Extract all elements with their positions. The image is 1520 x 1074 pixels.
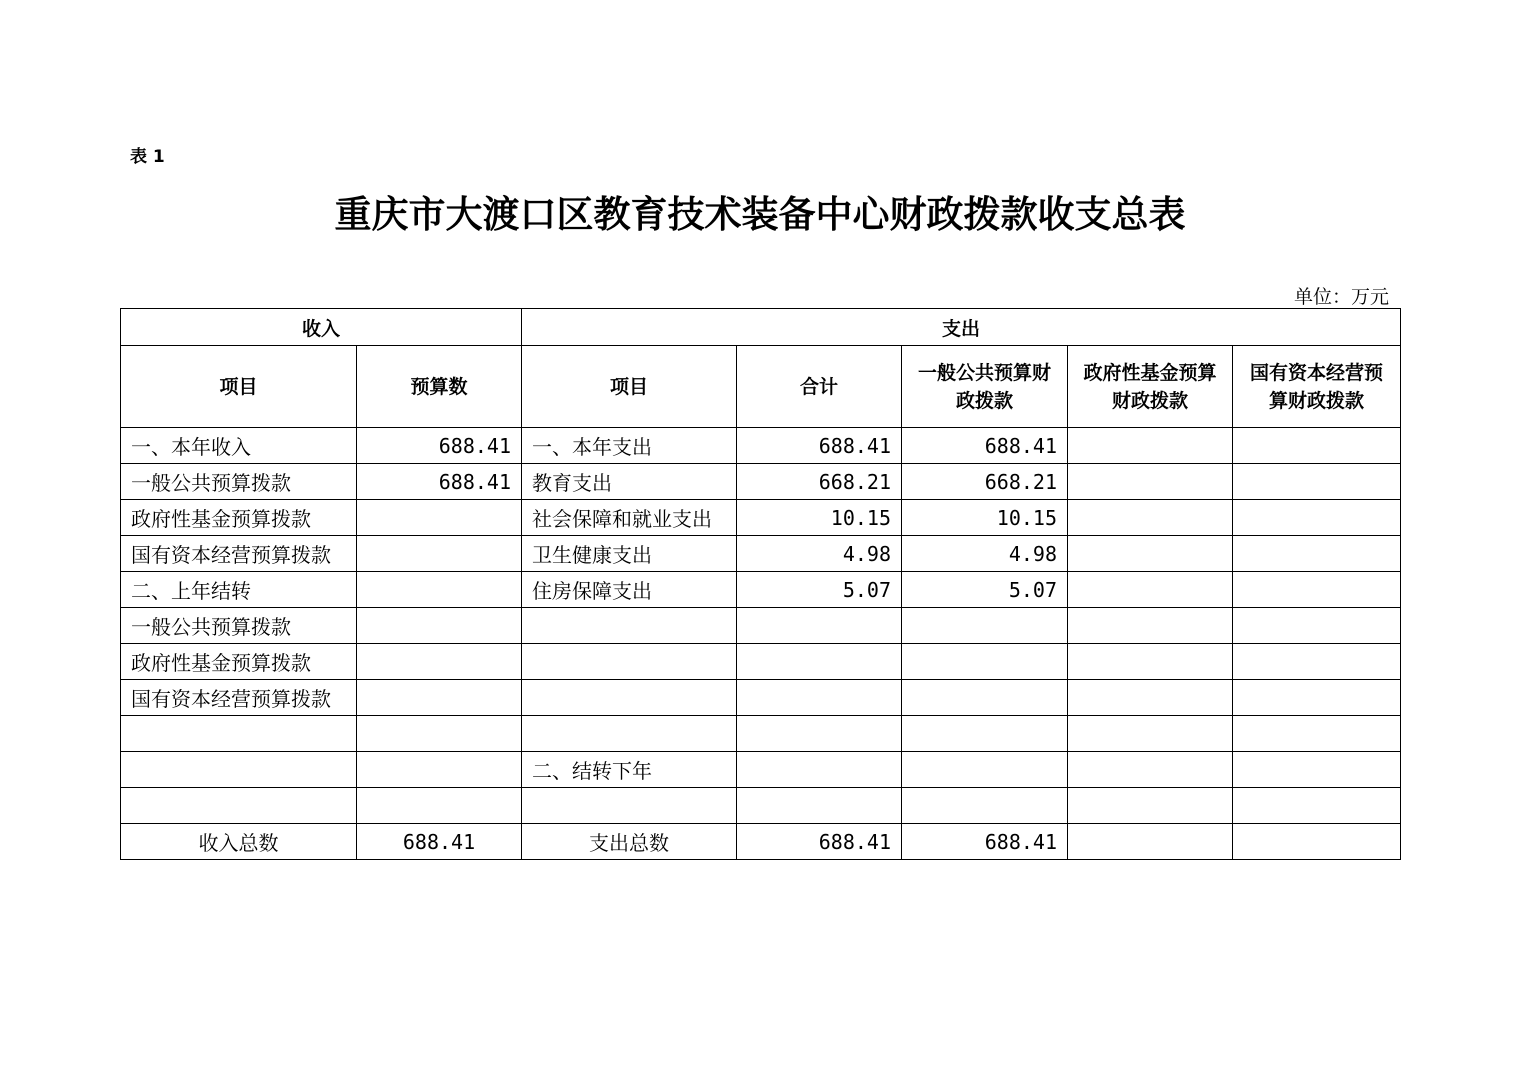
income-budget-cell: [357, 572, 522, 608]
expense-item-cell: [522, 608, 737, 644]
expense-item-cell: 教育支出: [522, 464, 737, 500]
general-budget-cell: 10.15: [902, 500, 1068, 536]
gov-fund-cell: [1068, 572, 1233, 608]
income-item-cell: 国有资本经营预算拨款: [121, 536, 357, 572]
income-budget-cell: [357, 608, 522, 644]
table-number: 表 1: [130, 147, 165, 167]
general-budget-cell: [902, 752, 1068, 788]
gov-fund-cell: [1068, 788, 1233, 824]
income-item-cell: 一般公共预算拨款: [121, 464, 357, 500]
expense-total-cell: 668.21: [737, 464, 902, 500]
expense-item-cell: 二、结转下年: [522, 752, 737, 788]
income-item-cell: 国有资本经营预算拨款: [121, 680, 357, 716]
income-budget-cell: [357, 788, 522, 824]
expense-total-value: 688.41: [737, 824, 902, 860]
state-capital-cell: [1233, 428, 1401, 464]
expense-total-cell: 10.15: [737, 500, 902, 536]
state-capital-cell: [1233, 608, 1401, 644]
expense-item-cell: 卫生健康支出: [522, 536, 737, 572]
state-capital-cell: [1233, 788, 1401, 824]
income-budget-cell: 688.41: [357, 428, 522, 464]
table-row: [121, 500, 1401, 536]
gov-fund-cell: [1068, 752, 1233, 788]
state-capital-total-value: [1233, 824, 1401, 860]
income-budget-cell: [357, 500, 522, 536]
expense-total-cell: [737, 788, 902, 824]
table-row: [121, 788, 1401, 824]
expense-item-cell: [522, 680, 737, 716]
expense-header: 支出: [522, 309, 1401, 346]
col-header-total: 合计: [737, 346, 902, 428]
income-total-value: 688.41: [357, 824, 522, 860]
expense-total-label: 支出总数: [522, 824, 737, 860]
expense-total-cell: [737, 680, 902, 716]
general-total-value: 688.41: [902, 824, 1068, 860]
income-item-cell: 政府性基金预算拨款: [121, 644, 357, 680]
income-item-cell: [121, 752, 357, 788]
general-budget-cell: 688.41: [902, 428, 1068, 464]
state-capital-cell: [1233, 500, 1401, 536]
income-total-label: 收入总数: [121, 824, 357, 860]
table-row: [121, 428, 1401, 464]
general-budget-cell: [902, 716, 1068, 752]
page-title: 重庆市大渡口区教育技术装备中心财政拨款收支总表: [334, 193, 1186, 236]
expense-total-cell: [737, 752, 902, 788]
gov-fund-cell: [1068, 428, 1233, 464]
expense-item-cell: 社会保障和就业支出: [522, 500, 737, 536]
income-budget-cell: [357, 644, 522, 680]
gov-fund-cell: [1068, 464, 1233, 500]
income-item-cell: 二、上年结转: [121, 572, 357, 608]
col-header-budget: 预算数: [357, 346, 522, 428]
totals-row: [121, 824, 1401, 860]
general-budget-cell: [902, 644, 1068, 680]
expense-item-cell: [522, 716, 737, 752]
expense-item-cell: [522, 644, 737, 680]
state-capital-cell: [1233, 536, 1401, 572]
general-budget-cell: [902, 680, 1068, 716]
income-item-cell: 政府性基金预算拨款: [121, 500, 357, 536]
expense-item-cell: [522, 788, 737, 824]
income-item-cell: [121, 716, 357, 752]
expense-total-cell: [737, 644, 902, 680]
table-row: [121, 680, 1401, 716]
gov-fund-cell: [1068, 644, 1233, 680]
expense-item-cell: 住房保障支出: [522, 572, 737, 608]
income-budget-cell: 688.41: [357, 464, 522, 500]
table-row: [121, 608, 1401, 644]
state-capital-cell: [1233, 716, 1401, 752]
table-row: [121, 644, 1401, 680]
state-capital-cell: [1233, 572, 1401, 608]
general-budget-cell: [902, 608, 1068, 644]
general-budget-cell: 5.07: [902, 572, 1068, 608]
col-header-expense-item: 项目: [522, 346, 737, 428]
gov-fund-cell: [1068, 500, 1233, 536]
state-capital-cell: [1233, 680, 1401, 716]
table-row: [121, 536, 1401, 572]
state-capital-cell: [1233, 464, 1401, 500]
table-row: [121, 752, 1401, 788]
expense-total-cell: 4.98: [737, 536, 902, 572]
income-item-cell: 一般公共预算拨款: [121, 608, 357, 644]
fiscal-summary-table: [120, 308, 1401, 860]
income-item-cell: [121, 788, 357, 824]
table-row: [121, 572, 1401, 608]
expense-total-cell: 688.41: [737, 428, 902, 464]
income-budget-cell: [357, 716, 522, 752]
gov-fund-cell: [1068, 716, 1233, 752]
gov-fund-cell: [1068, 680, 1233, 716]
gov-fund-total-value: [1068, 824, 1233, 860]
unit-label: 单位：万元: [1293, 286, 1389, 308]
income-budget-cell: [357, 536, 522, 572]
col-header-gov-fund: 政府性基金预算财政拨款: [1068, 346, 1233, 428]
state-capital-cell: [1233, 752, 1401, 788]
table-row: [121, 464, 1401, 500]
gov-fund-cell: [1068, 608, 1233, 644]
header-row-groups: [121, 309, 1401, 346]
expense-total-cell: 5.07: [737, 572, 902, 608]
col-header-income-item: 项目: [121, 346, 357, 428]
expense-total-cell: [737, 716, 902, 752]
expense-item-cell: 一、本年支出: [522, 428, 737, 464]
table-row: [121, 716, 1401, 752]
col-header-general-budget: 一般公共预算财政拨款: [902, 346, 1068, 428]
income-item-cell: 一、本年收入: [121, 428, 357, 464]
general-budget-cell: 4.98: [902, 536, 1068, 572]
state-capital-cell: [1233, 644, 1401, 680]
income-budget-cell: [357, 752, 522, 788]
general-budget-cell: [902, 788, 1068, 824]
income-budget-cell: [357, 680, 522, 716]
col-header-state-capital: 国有资本经营预算财政拨款: [1233, 346, 1401, 428]
header-row-columns: [121, 346, 1401, 428]
expense-total-cell: [737, 608, 902, 644]
general-budget-cell: 668.21: [902, 464, 1068, 500]
income-header: 收入: [121, 309, 522, 346]
gov-fund-cell: [1068, 536, 1233, 572]
